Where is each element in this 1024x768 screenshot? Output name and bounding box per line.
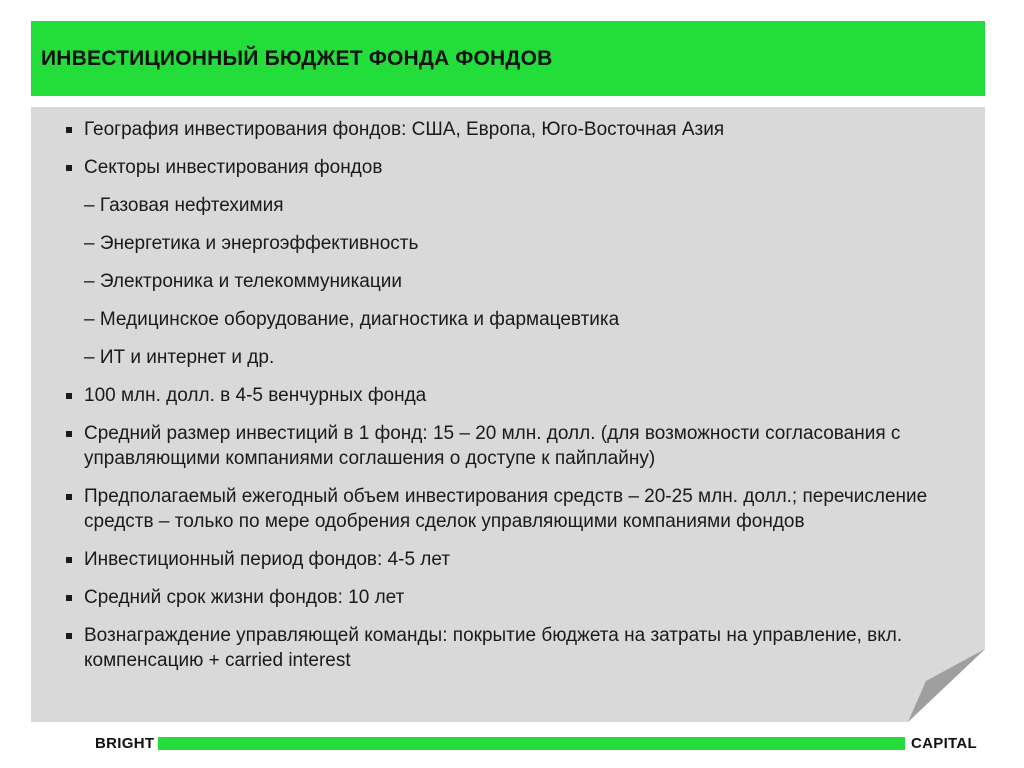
list-item bbox=[66, 585, 965, 610]
bullet-square-icon bbox=[66, 393, 72, 399]
footer-brand-right: CAPITAL bbox=[911, 735, 977, 752]
list-item-text: Инвестиционный период фондов: 4-5 лет bbox=[84, 549, 451, 570]
list-item bbox=[66, 155, 965, 180]
footer-brand-left: BRIGHT bbox=[95, 735, 155, 752]
list-item-text: – Электроника и телекоммуникации bbox=[84, 271, 402, 292]
sub-list-item bbox=[66, 193, 965, 218]
list-item bbox=[66, 484, 965, 534]
list-item-text: – Медицинское оборудование, диагностика и фармацевтика bbox=[84, 309, 620, 330]
list-item-text: Предполагаемый ежегодный объем инвестирования средств – 20-25 млн. долл.; перечисление средств – только по мере одобрения сделок управляющими компаниями фондов bbox=[84, 486, 928, 532]
bullet-list bbox=[66, 117, 965, 673]
list-item-text: 100 млн. долл. в 4-5 венчурных фонда bbox=[84, 385, 427, 406]
bullet-square-icon bbox=[66, 431, 72, 437]
sub-list-item bbox=[66, 307, 965, 332]
bullet-square-icon bbox=[66, 127, 72, 133]
bullet-square-icon bbox=[66, 595, 72, 601]
bullet-square-icon bbox=[66, 633, 72, 639]
list-item-text: – Энергетика и энергоэффективность bbox=[84, 233, 419, 254]
list-item-text: Средний срок жизни фондов: 10 лет bbox=[84, 587, 405, 608]
page-title: ИНВЕСТИЦИОННЫЙ БЮДЖЕТ ФОНДА ФОНДОВ bbox=[41, 47, 553, 70]
list-item bbox=[66, 421, 965, 471]
list-item-text: Вознаграждение управляющей команды: покрытие бюджета на затраты на управление, вкл. компенсацию + carried interest bbox=[84, 625, 903, 671]
list-item bbox=[66, 547, 965, 572]
sub-list-item bbox=[66, 269, 965, 294]
bullet-square-icon bbox=[66, 165, 72, 171]
bullet-square-icon bbox=[66, 557, 72, 563]
list-item-text: Средний размер инвестиций в 1 фонд: 15 – 20 млн. долл. (для возможности согласования с управляющими компаниями соглашения о доступе к пайплайну) bbox=[84, 423, 901, 469]
list-item-text: Секторы инвестирования фондов bbox=[84, 157, 383, 178]
list-item bbox=[66, 117, 965, 142]
page-curl-decoration bbox=[908, 649, 985, 722]
list-item-text: География инвестирования фондов: США, Европа, Юго-Восточная Азия bbox=[84, 119, 725, 140]
list-item-text: – ИТ и интернет и др. bbox=[84, 347, 275, 368]
sub-list-item bbox=[66, 231, 965, 256]
list-item bbox=[66, 623, 965, 673]
content-panel bbox=[31, 107, 985, 722]
list-item bbox=[66, 383, 965, 408]
footer-accent-line bbox=[158, 737, 905, 750]
list-item-text: – Газовая нефтехимия bbox=[84, 195, 284, 216]
bullet-square-icon bbox=[66, 494, 72, 500]
sub-list-item bbox=[66, 345, 965, 370]
title-bar bbox=[31, 21, 985, 96]
